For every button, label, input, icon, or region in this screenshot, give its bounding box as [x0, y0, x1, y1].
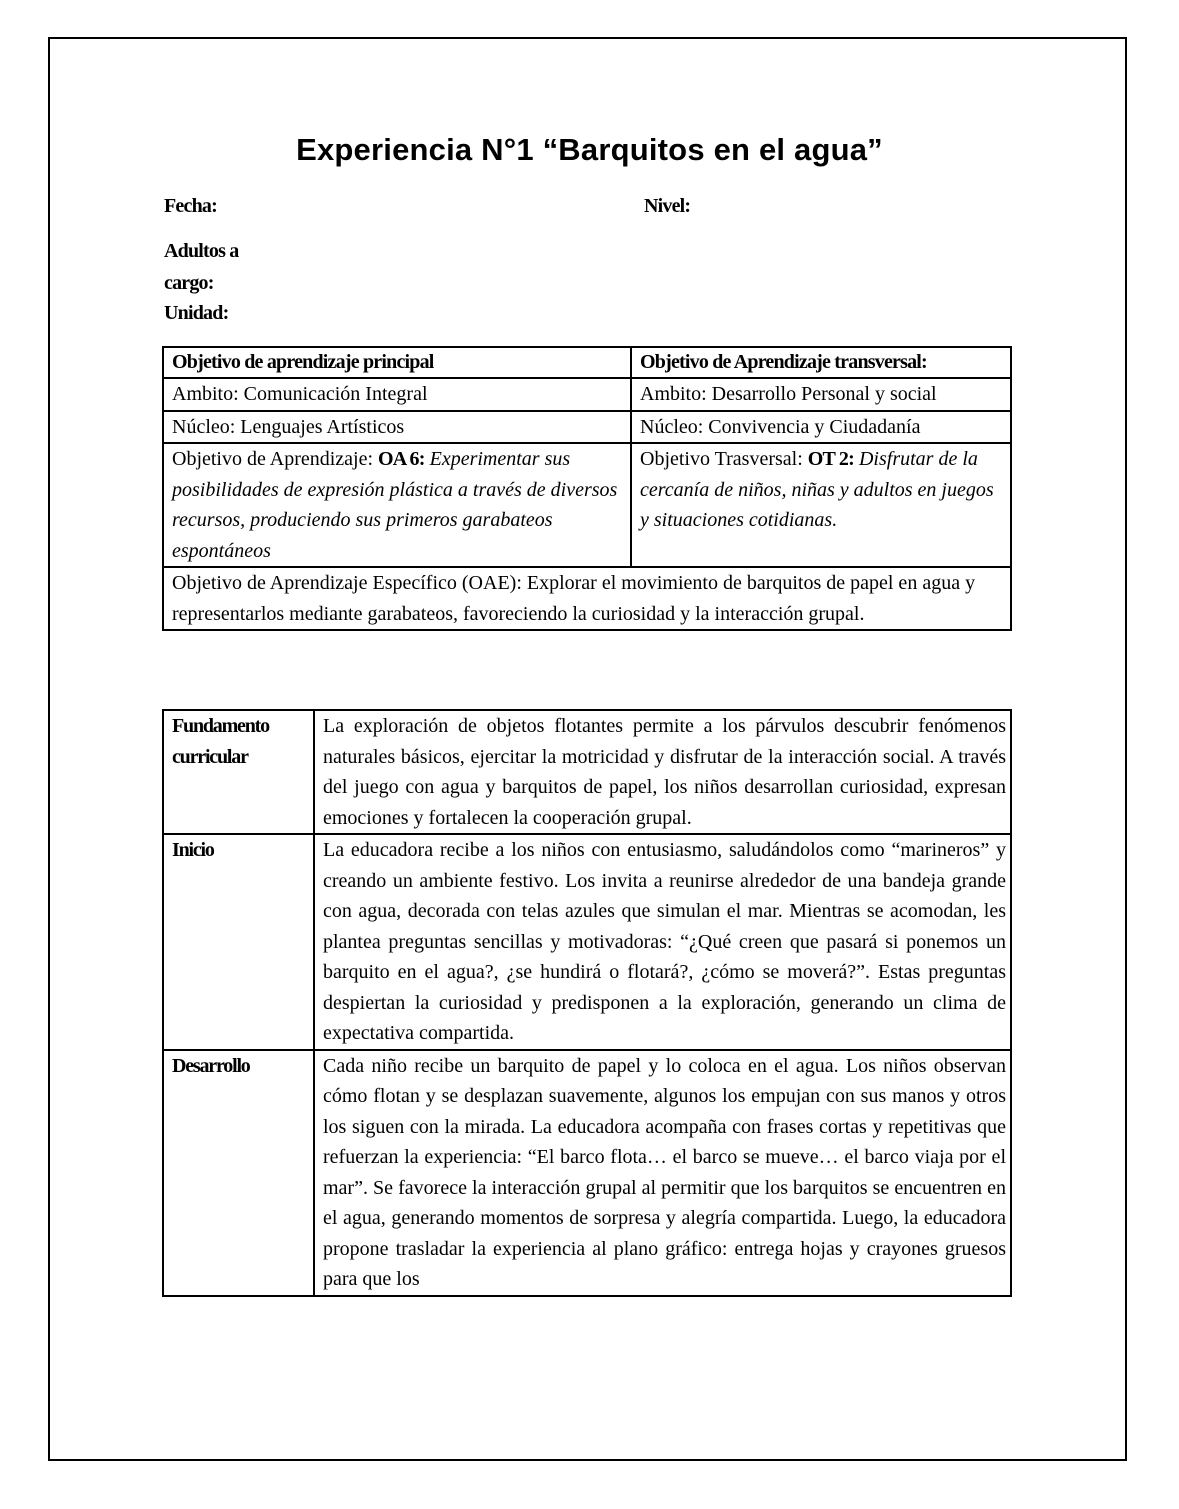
- ambito-row: [163, 378, 1011, 411]
- oa-code: OA 6:: [378, 448, 425, 470]
- ot-text: Disfrutar de la cercanía de niños, niñas y adultos en juegos y situaciones cotidianas.: [640, 448, 994, 531]
- desarrollo-row: [163, 1050, 1011, 1296]
- inicio-row: [163, 834, 1011, 1050]
- objectives-header-row: [163, 347, 1011, 378]
- adultos-label-line2: cargo:: [164, 272, 214, 294]
- desarrollo-text: Cada niño recibe un barquito de papel y lo coloca en el agua. Los niños observan cómo flotan y se desplazan suavemente, algunos los empujan con sus manos y otros los siguen con la mirada. La educadora acompaña con frases cortas y repetitivas que refuerzan la experiencia: “El barco flota… el barco se mueve… el barco viaja por el mar”. Se favorece la interacción grupal al permitir que los barquitos se encuentren en el agua, generando momentos de sorpresa y alegría compartida. Luego, la educadora propone trasladar la experiencia al plano gráfico: entrega hojas y crayones gruesos para que los: [314, 1050, 1011, 1296]
- objective-detail-row: [163, 443, 1011, 567]
- nucleo-row: [163, 411, 1011, 444]
- inicio-label: Inicio: [163, 834, 314, 1050]
- nucleo-transversal: Núcleo: Convivencia y Ciudadanía: [631, 411, 1011, 444]
- fundamento-row: [163, 710, 1011, 834]
- ot-prefix: Objetivo Trasversal:: [640, 448, 808, 470]
- inicio-text: La educadora recibe a los niños con entusiasmo, saludándolos como “marineros” y creando un ambiente festivo. Los invita a reunirse alrededor de una bandeja grande con agua, decorada con telas azules que simulan el mar. Mientras se acomodan, les plantea preguntas sencillas y motivadoras: “¿Qué creen que pasará si ponemos un barquito en el agua?, ¿se hundirá o flotará?, ¿cómo se moverá?”. Estas preguntas despiertan la curiosidad y predisponen a la exploración, generando un clima de expectativa compartida.: [314, 834, 1011, 1050]
- desarrollo-label: Desarrollo: [163, 1050, 314, 1296]
- plan-table: [162, 709, 1012, 1297]
- oa-cell: [163, 443, 631, 567]
- oae-row: [163, 567, 1011, 630]
- ambito-transversal: Ambito: Desarrollo Personal y social: [631, 378, 1011, 411]
- ambito-principal: Ambito: Comunicación Integral: [163, 378, 631, 411]
- objectives-table: [162, 346, 1012, 631]
- ot-cell: [631, 443, 1011, 567]
- oa-prefix: Objetivo de Aprendizaje:: [172, 448, 379, 470]
- nucleo-principal: Núcleo: Lenguajes Artísticos: [163, 411, 631, 444]
- transversal-objective-header: Objetivo de Aprendizaje transversal:: [631, 347, 1011, 378]
- fundamento-text: La exploración de objetos flotantes permite a los párvulos descubrir fenómenos naturales básicos, ejercitar la motricidad y disfrutar de la interacción social. A través del juego con agua y barquitos de papel, los niños desarrollan curiosidad, expresan emociones y fortalecen la cooperación grupal.: [314, 710, 1011, 834]
- unidad-label: Unidad:: [164, 302, 229, 324]
- adultos-label-line1: Adultos a: [164, 240, 239, 262]
- oa-text: Experimentar sus posibilidades de expresión plástica a través de diversos recursos, produciendo sus primeros garabateos espontáneos: [172, 448, 618, 562]
- ot-code: OT 2:: [807, 448, 854, 470]
- fundamento-label: Fundamento curricular: [163, 710, 314, 834]
- nivel-label: Nivel:: [644, 195, 691, 217]
- fecha-label: Fecha:: [164, 195, 217, 217]
- oae-cell: Objetivo de Aprendizaje Específico (OAE): Explorar el movimiento de barquitos de papel en agua y representarlos mediante garabateos, favoreciendo la curiosidad y la interacción grupal.: [163, 567, 1011, 630]
- document-title: Experiencia N°1 “Barquitos en el agua”: [296, 132, 883, 167]
- principal-objective-header: Objetivo de aprendizaje principal: [163, 347, 631, 378]
